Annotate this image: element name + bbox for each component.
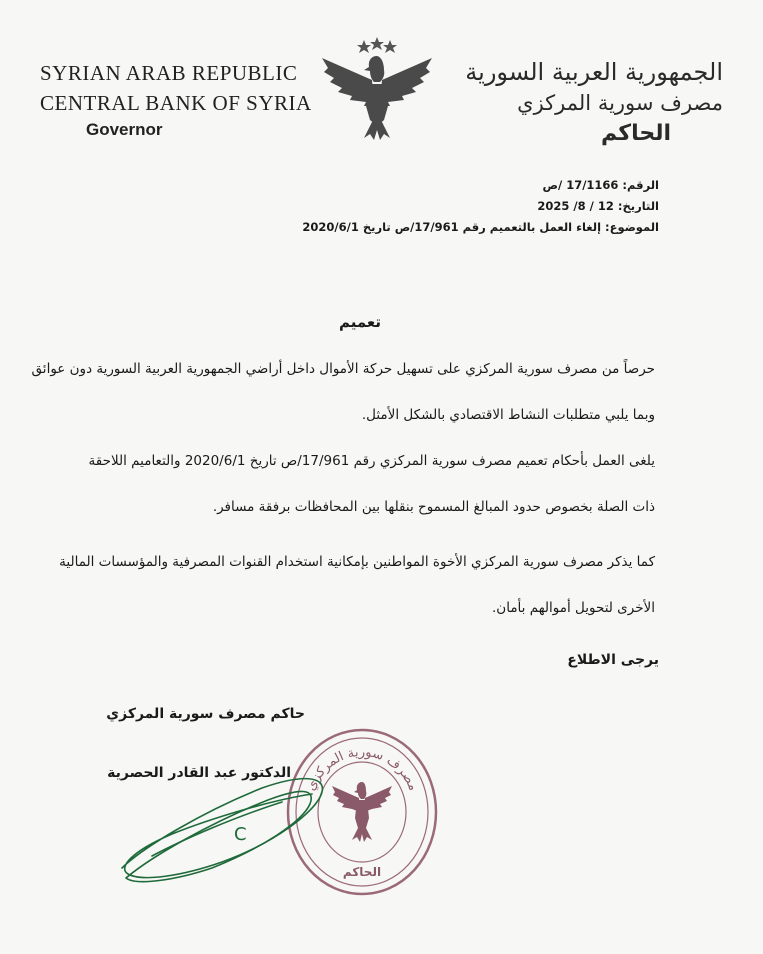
paragraph-2-line-1: يلغى العمل بأحكام تعميم مصرف سورية المركزي رقم 17/961/ص تاريخ 2020/6/1 والتعاميم اللاحقة bbox=[88, 453, 655, 469]
reference-number: الرقم: 17/1166 /ص bbox=[542, 178, 659, 192]
paragraph-1-line-1: حرصاً من مصرف سورية المركزي على تسهيل حركة الأموال داخل أراضي الجمهورية العربية السورية دون عوائق bbox=[31, 361, 655, 377]
reference-subject: الموضوع: إلغاء العمل بالتعميم رقم 17/961/ص تاريخ 2020/6/1 bbox=[302, 220, 659, 234]
paragraph-3-line-1: كما يذكر مصرف سورية المركزي الأخوة المواطنين بإمكانية استخدام القنوات المصرفية والمؤسسات المالية bbox=[59, 554, 655, 570]
signature-initial: C bbox=[234, 824, 247, 845]
letterhead-office-ar: الحاكم bbox=[601, 121, 671, 146]
paragraph-3 bbox=[59, 539, 655, 631]
signatory-name: الدكتور عبد القادر الحصرية bbox=[107, 765, 291, 781]
notice-text: يرجى الاطلاع bbox=[567, 652, 659, 668]
paragraph-1 bbox=[31, 346, 655, 438]
letterhead-bank-en: CENTRAL BANK OF SYRIA bbox=[40, 91, 312, 115]
arabic-letterhead bbox=[463, 56, 723, 150]
eagle-emblem-icon bbox=[318, 34, 436, 140]
letterhead-country-ar: الجمهورية العربية السورية bbox=[465, 58, 723, 86]
seal-eagle-icon bbox=[332, 782, 392, 842]
reference-date: التاريخ: 12 / 8/ 2025 bbox=[537, 199, 659, 213]
paragraph-2-line-2: ذات الصلة بخصوص حدود المبالغ المسموح بنقلها بين المحافظات برفقة مسافر. bbox=[212, 499, 655, 515]
paragraph-1-line-2: وبما يلبي متطلبات النشاط الاقتصادي بالشكل الأمثل. bbox=[361, 407, 655, 423]
letterhead-country-en: SYRIAN ARAB REPUBLIC bbox=[40, 61, 298, 85]
handwritten-signature bbox=[112, 760, 332, 890]
seal-ring-text: مصرف سورية المركزي bbox=[303, 744, 421, 794]
signatory-title: حاكم مصرف سورية المركزي bbox=[106, 706, 305, 722]
letterhead-bank-ar: مصرف سورية المركزي bbox=[517, 91, 723, 115]
reference-block bbox=[259, 175, 659, 238]
paragraph-2 bbox=[88, 438, 655, 530]
seal-bottom-text: الحاكم bbox=[342, 865, 382, 879]
paragraph-3-line-2: الأخرى لتحويل أموالهم بأمان. bbox=[492, 600, 655, 616]
document-title: تعميم bbox=[338, 313, 382, 331]
letterhead-office-en: Governor bbox=[86, 120, 163, 139]
english-letterhead bbox=[40, 58, 312, 140]
